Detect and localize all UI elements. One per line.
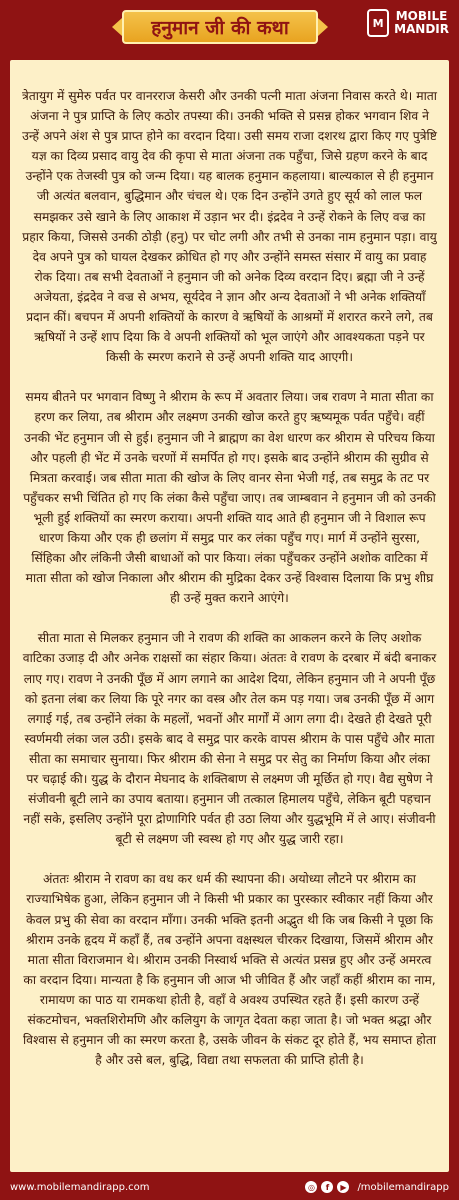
mandir-logo-icon: M: [367, 9, 389, 37]
youtube-icon[interactable]: ▶: [337, 1181, 349, 1193]
page-title: हनुमान जी की कथा: [151, 17, 289, 39]
story-paragraph-2: समय बीतने पर भगवान विष्णु ने श्रीराम के रूप में अवतार लिया। जब रावण ने माता सीता का हरण कर लिया, तब श्रीराम और लक्ष्मण उनकी खोज करते हुए ऋष्यमूक पर्वत पहुँचे। वहीं उनकी भेंट हनुमान जी से हुई। हनुमान जी ने ब्राह्मण का वेश धारण कर श्रीराम से परिचय किया और पहली ही भेंट में उनके चरणों में समर्पित हो गए। इसके बाद उन्होंने श्रीराम की सुग्रीव से मित्रता करवाई। जब सीता माता की खोज के लिए वानर सेना भेजी गई, तब समुद्र के तट पर पहुँचकर सभी चिंतित हो गए कि लंका कैसे पहुँचा जाए। तब जाम्बवान ने हनुमान जी को उनकी भूली हुई शक्तियों का स्मरण कराया। अपनी शक्ति याद आते ही हनुमान जी ने विशाल रूप धारण किया और एक ही छलांग में समुद्र पार कर लंका पहुँच गए। मार्ग में उन्होंने सुरसा, सिंहिका और लंकिनी जैसी बाधाओं को पार किया। लंका पहुँचकर उन्होंने अशोक वाटिका में माता सीता को खोज निकाला और श्रीराम की मुद्रिका देकर उन्हें विश्वास दिलाया कि प्रभु शीघ्र ही उन्हें मुक्त कराने आएंगे।: [23, 390, 436, 606]
instagram-icon[interactable]: ◎: [305, 1181, 317, 1193]
brand-name: [394, 10, 449, 36]
brand-line1: MOBILE: [395, 9, 448, 23]
title-banner: [122, 10, 318, 44]
header: [0, 0, 459, 58]
story-paragraph-3: सीता माता से मिलकर हनुमान जी ने रावण की शक्ति का आकलन करने के लिए अशोक वाटिका उजाड़ दी और अनेक राक्षसों का संहार किया। अंततः वे रावण के दरबार में बंदी बनाकर लाए गए। रावण ने उनकी पूँछ में आग लगाने का आदेश दिया, लेकिन हनुमान जी ने अपनी पूँछ को इतना लंबा कर लिया कि पूरे नगर का वस्त्र और तेल कम पड़ गया। जब उनकी पूँछ में आग लगाई गई, तब उन्होंने लंका के महलों, भवनों और मार्गों में आग लगा दी। देखते ही देखते पूरी स्वर्णमयी लंका जल उठी। इसके बाद वे समुद्र पार करके वापस श्रीराम के पास पहुँचे और माता सीता का समाचार सुनाया। फिर श्रीराम की सेना ने समुद्र पर सेतु का निर्माण किया और लंका पर चढ़ाई की। युद्ध के दौरान मेघनाद के शक्तिबाण से लक्ष्मण जी मूर्छित हो गए। वैद्य सुषेण ने संजीवनी बूटी लाने का उपाय बताया। हनुमान जी तत्काल हिमालय पहुँचे, लेकिन बूटी पहचान नहीं सके, इसलिए उन्होंने पूरा द्रोणागिरि पर्वत ही उठा लिया और युद्धभूमि में ले आए। संजीवनी बूटी से लक्ष्मण जी स्वस्थ हो गए और युद्ध जारी रहा।: [22, 631, 437, 847]
social-links: [305, 1181, 449, 1193]
brand-line2: MANDIR: [394, 22, 449, 36]
footer: [0, 1174, 459, 1200]
story-card: [10, 60, 449, 1172]
social-handle[interactable]: /mobilemandirapp: [357, 1181, 449, 1193]
website-link[interactable]: www.mobilemandirapp.com: [10, 1181, 150, 1193]
story-paragraph-4: अंततः श्रीराम ने रावण का वध कर धर्म की स्थापना की। अयोध्या लौटने पर श्रीराम का राज्याभिषेक हुआ, लेकिन हनुमान जी ने किसी भी प्रकार का पुरस्कार स्वीकार नहीं किया और केवल प्रभु की सेवा का वरदान माँगा। उनकी भक्ति इतनी अद्भुत थी कि जब किसी ने पूछा कि श्रीराम उनके हृदय में कहाँ हैं, तब उन्होंने अपना वक्षस्थल चीरकर दिखाया, जिसमें श्रीराम और माता सीता विराजमान थे। श्रीराम उनकी निस्वार्थ भक्ति से अत्यंत प्रसन्न हुए और उन्हें अमरत्व का वरदान दिया। मान्यता है कि हनुमान जी आज भी जीवित हैं और जहाँ कहीं श्रीराम का नाम, रामायण का पाठ या रामकथा होती है, वहाँ वे अवश्य उपस्थित रहते हैं। इसी कारण उन्हें संकटमोचन, भक्तशिरोमणि और कलियुग के जागृत देवता कहा जाता है। जो भक्त श्रद्धा और विश्वास से हनुमान जी का स्मरण करता है, उसके जीवन के संकट दूर होते हैं, भय समाप्त होता है और उसे बल, बुद्धि, विद्या तथा सफलता की प्राप्ति होती है।: [22, 872, 437, 1068]
story-paragraph-1: त्रेतायुग में सुमेरु पर्वत पर वानरराज केसरी और उनकी पत्नी माता अंजना निवास करते थे। माता अंजना ने पुत्र प्राप्ति के लिए कठोर तपस्या की। उनकी भक्ति से प्रसन्न होकर भगवान शिव ने उन्हें अपने अंश से पुत्र प्राप्त होने का वरदान दिया। उसी समय राजा दशरथ द्वारा किए गए पुत्रेष्टि यज्ञ का दिव्य प्रसाद वायु देव की कृपा से माता अंजना तक पहुँचा, जिसे ग्रहण करने के बाद उन्होंने एक तेजस्वी पुत्र को जन्म दिया। यह बालक हनुमान कहलाया। बाल्यकाल से ही हनुमान जी अत्यंत बलवान, बुद्धिमान और चंचल थे। एक दिन उन्होंने उगते हुए सूर्य को लाल फल समझकर उसे खाने के लिए आकाश में उड़ान भर दी। इंद्रदेव ने उन्हें रोकने के लिए वज्र का प्रहार किया, जिससे उनकी ठोड़ी (हनु) पर चोट लगी और तभी से उनका नाम हनुमान पड़ा। वायु देव अपने पुत्र को घायल देखकर क्रोधित हो गए और उन्होंने समस्त संसार में वायु का प्रवाह रोक दिया। तब सभी देवताओं ने हनुमान जी को अनेक दिव्य वरदान दिए। ब्रह्मा जी ने उन्हें अजेयता, इंद्रदेव ने वज्र से अभय, सूर्यदेव ने ज्ञान और अन्य देवताओं ने भी अनेक शक्तियाँ प्रदान कीं। बचपन में अपनी शक्तियों के कारण वे ऋषियों के आश्रमों में शरारत करने लगे, तब ऋषियों ने उन्हें शाप दिया कि वे अपनी शक्तियों को भूल जाएंगे और आवश्यकता पड़ने पर किसी के स्मरण कराने से उन्हें अपनी शक्ति याद आएगी।: [22, 89, 437, 365]
facebook-icon[interactable]: f: [321, 1181, 333, 1193]
brand[interactable]: [367, 9, 449, 37]
